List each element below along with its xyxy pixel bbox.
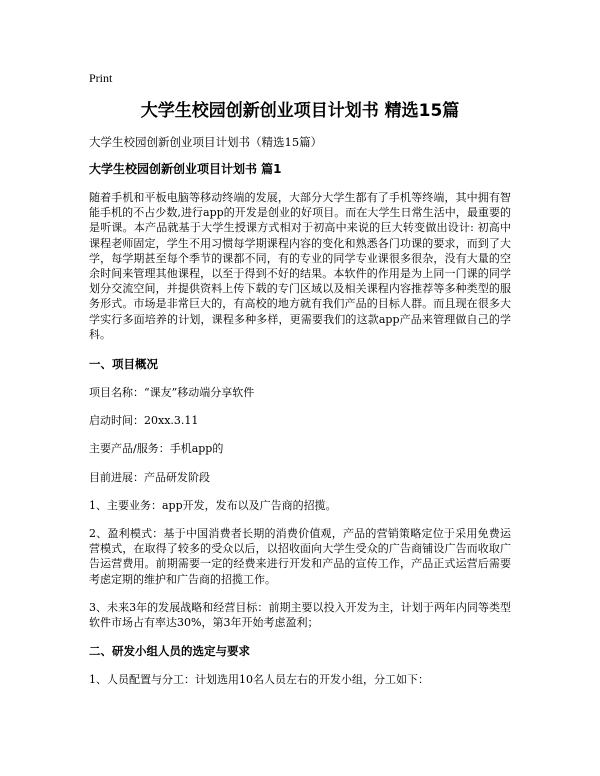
start-time: 启动时间：20xx.3.11: [89, 414, 199, 428]
page-title: 大学生校园创新创业项目计划书 精选15篇: [140, 101, 460, 121]
print-link[interactable]: Print: [89, 71, 113, 85]
heading-team-selection: 二、研发小组人员的选定与要求: [89, 644, 250, 659]
project-name: 项目名称：“课友”移动端分享软件: [89, 386, 255, 400]
strategy-paragraph: 3、未来3年的发展战略和经营目标：前期主要以投入开发为主，计划于两年内同等类型软件市场占有率达30%，第3年开始考虑盈利；: [89, 600, 511, 630]
current-progress: 目前进展：产品研发阶段: [89, 470, 210, 484]
heading-project-overview: 一、项目概况: [89, 357, 158, 372]
main-product: 主要产品/服务：手机app的: [89, 442, 224, 456]
intro-paragraph: 随着手机和平板电脑等移动终端的发展，大部分大学生都有了手机等终端，其中拥有智能手机的不占少数,进行app的开发是创业的好项目。而在大学生日常生活中，最重要的是听课。本产品就基于大学生授课方式相对于初高中来说的巨大转变做出设计: 初高中课程老师固定，学生不用习惯每学期课程内容的变化和熟悉各门功课的要求，而到了大学，每学期甚至每个季节的课都不同，有的专业的同学专业课很多很杂，没有大量的空余时间来管理其他课程，以至于得到不好的结果。本软件的作用是为上同一门课的同学划分交流空间，并提供资料上传下载的专门区域以及相关课程内容推荐等多种类型的服务形式。市场是非常巨大的，有高校的地方就有我们产品的目标人群。而且现在很多大学实行多面培养的计划，课程多种多样，更需要我们的这款app产品来管理做自己的学科。: [89, 191, 511, 341]
section-title: 大学生校园创新创业项目计划书 篇1: [89, 162, 282, 176]
main-business: 1、主要业务：app开发，发布以及广告商的招揽。: [89, 498, 337, 512]
document-page: [89, 70, 511, 700]
staffing-line: 1、人员配置与分工：计划选用10名人员左右的开发小组，分工如下：: [89, 673, 429, 687]
document-subtitle: 大学生校园创新创业项目计划书（精选15篇）: [89, 135, 323, 149]
profit-model-paragraph: 2、盈利模式：基于中国消费者长期的消费价值观，产品的营销策略定位于采用免费运营模式，在取得了较多的受众以后，以招收面向大学生受众的广告商铺设广告而收取广告运营费用。前期需要一定的经费来进行开发和产品的宣传工作，产品正式运营后需要考虑定期的维护和广告商的招揽工作。: [89, 527, 511, 586]
